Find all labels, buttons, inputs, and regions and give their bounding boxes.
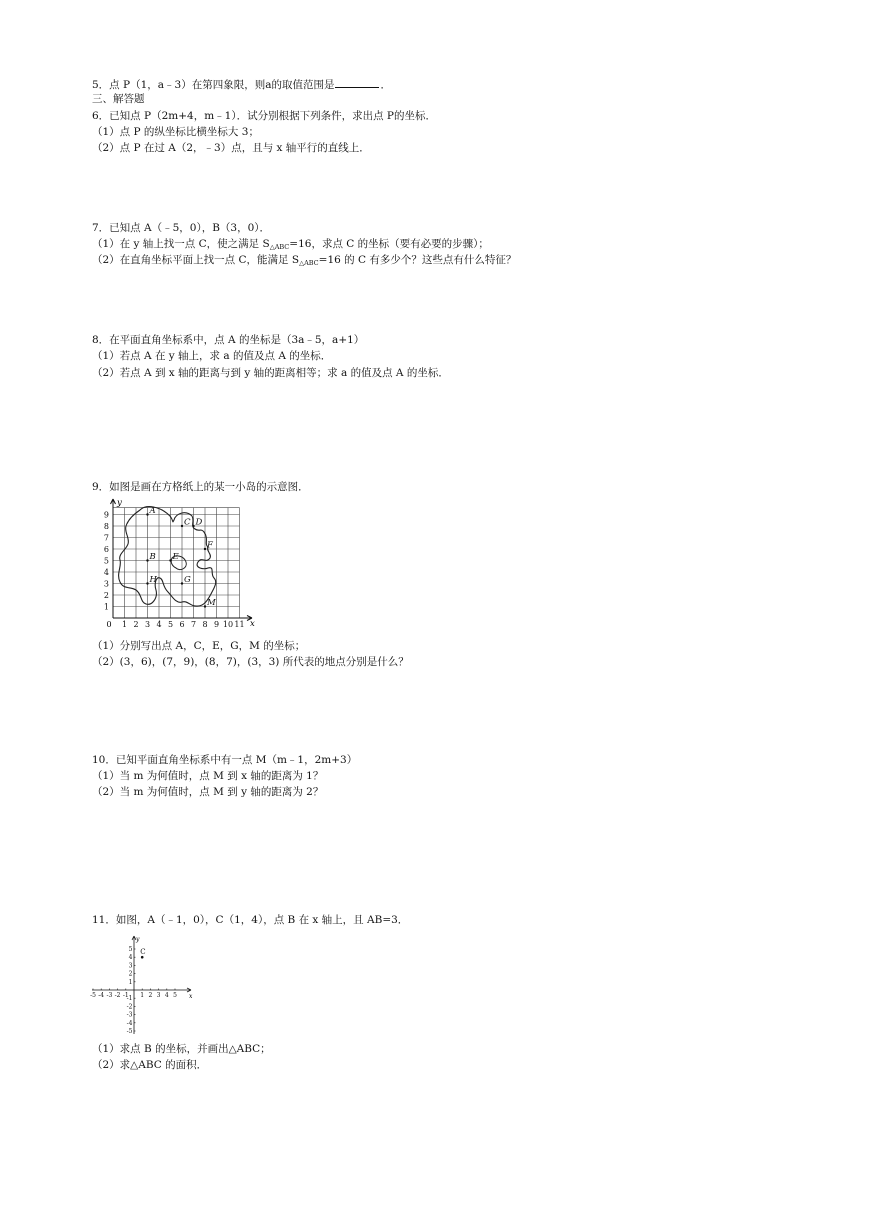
point-g-label: G [184,575,191,585]
question-11-part-2: （2）求△ABC 的面积． [92,1059,208,1071]
x-tick-label: 5 [167,620,174,629]
q5-text-before: 5．点 P（1，a﹣3）在第四象限，则a的取值范围是 [92,79,335,91]
y-tick-label: -2 [126,1003,133,1011]
section-title: 三、解答题 [92,93,145,105]
y-tick-label: 5 [103,556,109,566]
x-tick-label: 5 [173,992,177,999]
x-tick-label: 8 [202,620,208,629]
x-tick-label: 2 [133,620,139,629]
y-tick-labels [127,946,133,1035]
y-tick-label: 6 [103,545,109,554]
coordinate-plane-figure [88,932,198,1040]
x-tick-labels [122,620,245,629]
question-6-part-1: （1）点 P 的纵坐标比横坐标大 3； [92,126,259,138]
q5-answer-blank[interactable] [335,77,379,88]
y-tick-label: -1 [126,995,133,1003]
y-axis-label: y [136,936,140,943]
x-tick-label: 9 [213,620,220,629]
point-d-label: D [195,517,203,528]
point-c-marker [141,956,144,959]
point-d-marker [192,525,194,527]
x-tick-label: 3 [156,992,161,999]
q7-p2-before: （2）在直角坐标平面上找一点 C，能满足 S [92,254,300,266]
x-tick-label: 1 [140,992,145,999]
y-tick-labels [104,511,109,612]
question-7-stem: 7．已知点 A（﹣5，0），B（3，0）． [92,222,271,234]
y-tick-label: 4 [103,568,109,577]
point-e-marker [169,559,171,561]
y-tick-label: 8 [103,522,109,531]
x-axis-label: x [189,993,193,1000]
point-b-marker [146,559,148,561]
point-c-label: C [184,517,191,528]
point-c-marker [181,525,183,527]
y-tick-label: 3 [103,579,109,589]
point-a-marker [146,513,148,515]
x-tick-label: 11 [234,620,245,629]
island-grid-figure [100,496,260,636]
question-9-part-1: （1）分别写出点 A，C，E，G，M 的坐标； [92,640,306,652]
point-f-marker [204,548,206,550]
x-tick-label: -3 [106,992,113,999]
question-8-part-1: （1）若点 A 在 y 轴上，求 a 的值及点 A 的坐标． [92,350,332,362]
y-tick-label: 1 [103,602,109,612]
y-tick-label: 1 [128,978,133,986]
question-11-stem: 11．如图，A（﹣1，0），C（1，4），点 B 在 x 轴上，且 AB=3． [92,914,409,926]
y-tick-label: 2 [128,970,133,978]
y-axis-label: y [117,498,122,508]
question-10-stem: 10．已知平面直角坐标系中有一点 M（m﹣1，2m+3） [92,754,358,766]
question-10-part-1: （1）当 m 为何值时，点 M 到 x 轴的距离为 1？ [92,770,324,782]
y-tick-label: 3 [128,962,133,970]
x-tick-label: 4 [164,992,169,999]
question-9-part-2: （2）(3，6)，(7，9)，(8，7)，(3，3) 所代表的地点分别是什么？ [92,656,409,668]
x-tick-label: -5 [90,992,96,999]
x-tick-labels [90,992,177,999]
point-f-label: F [207,540,213,551]
x-tick-label: 2 [148,992,153,999]
x-tick-label: 3 [144,620,151,629]
x-tick-label: -2 [114,992,121,999]
point-h-label: H [149,575,157,585]
question-11-part-1: （1）求点 B 的坐标，并画出△ABC； [92,1043,271,1055]
question-6-stem: 6．已知点 P（2m+4，m﹣1）．试分别根据下列条件，求出点 P的坐标． [92,110,436,122]
x-tick-label: 10 [222,620,234,629]
point-m-label: M [207,598,216,608]
origin-label: 0 [106,620,112,629]
x-axis-label: x [250,619,255,629]
y-tick-label: -4 [126,1019,133,1027]
point-g-marker [181,582,183,584]
question-10-part-2: （2）当 m 为何值时，点 M 到 y 轴的距离为 2？ [92,786,324,798]
point-e-label: E [172,552,179,562]
point-b-label: B [149,552,156,562]
question-9-stem: 9．如图是画在方格纸上的某一小岛的示意图． [92,481,309,493]
question-7-part-2 [92,254,516,270]
q7-p2-subscript: △ABC [299,259,319,267]
x-tick-label: 1 [121,620,128,629]
y-tick-label: -5 [126,1028,133,1035]
q7-p1-subscript: △ABC [269,243,290,251]
y-tick-label: 2 [103,591,109,600]
point-c-label: C [140,948,146,957]
y-tick-label: 7 [103,533,109,543]
point-h-marker [146,582,148,584]
x-tick-label: 4 [156,620,162,629]
point-a-label: A [149,506,156,516]
question-5 [92,77,391,92]
point-m-marker [204,605,206,607]
question-7-part-1 [92,238,489,254]
y-tick-label: -3 [126,1011,133,1019]
x-tick-label: -1 [122,992,129,999]
q7-p1-after: =16，求点 C 的坐标（要有必要的步骤）； [289,238,489,250]
q5-text-after: ． [380,79,391,91]
x-tick-label: -4 [98,992,105,999]
y-tick-label: 9 [103,510,109,520]
question-6-part-2: （2）点 P 在过 A（2，﹣3）点，且与 x 轴平行的直线上． [92,142,370,154]
x-tick-label: 6 [179,620,185,629]
q7-p1-before: （1）在 y 轴上找一点 C，使之满足 S [92,238,270,250]
x-tick-label: 7 [190,620,197,629]
q7-p2-after: =16 的 C 有多少个？这些点有什么特征？ [318,254,517,266]
y-tick-label: 4 [128,954,133,962]
question-8-stem: 8．在平面直角坐标系中，点 A 的坐标是（3a﹣5，a+1） [92,334,365,346]
y-tick-label: 5 [128,946,133,953]
question-8-part-2: （2）若点 A 到 x 轴的距离与到 y 轴的距离相等；求 a 的值及点 A 的坐标． [92,367,449,379]
